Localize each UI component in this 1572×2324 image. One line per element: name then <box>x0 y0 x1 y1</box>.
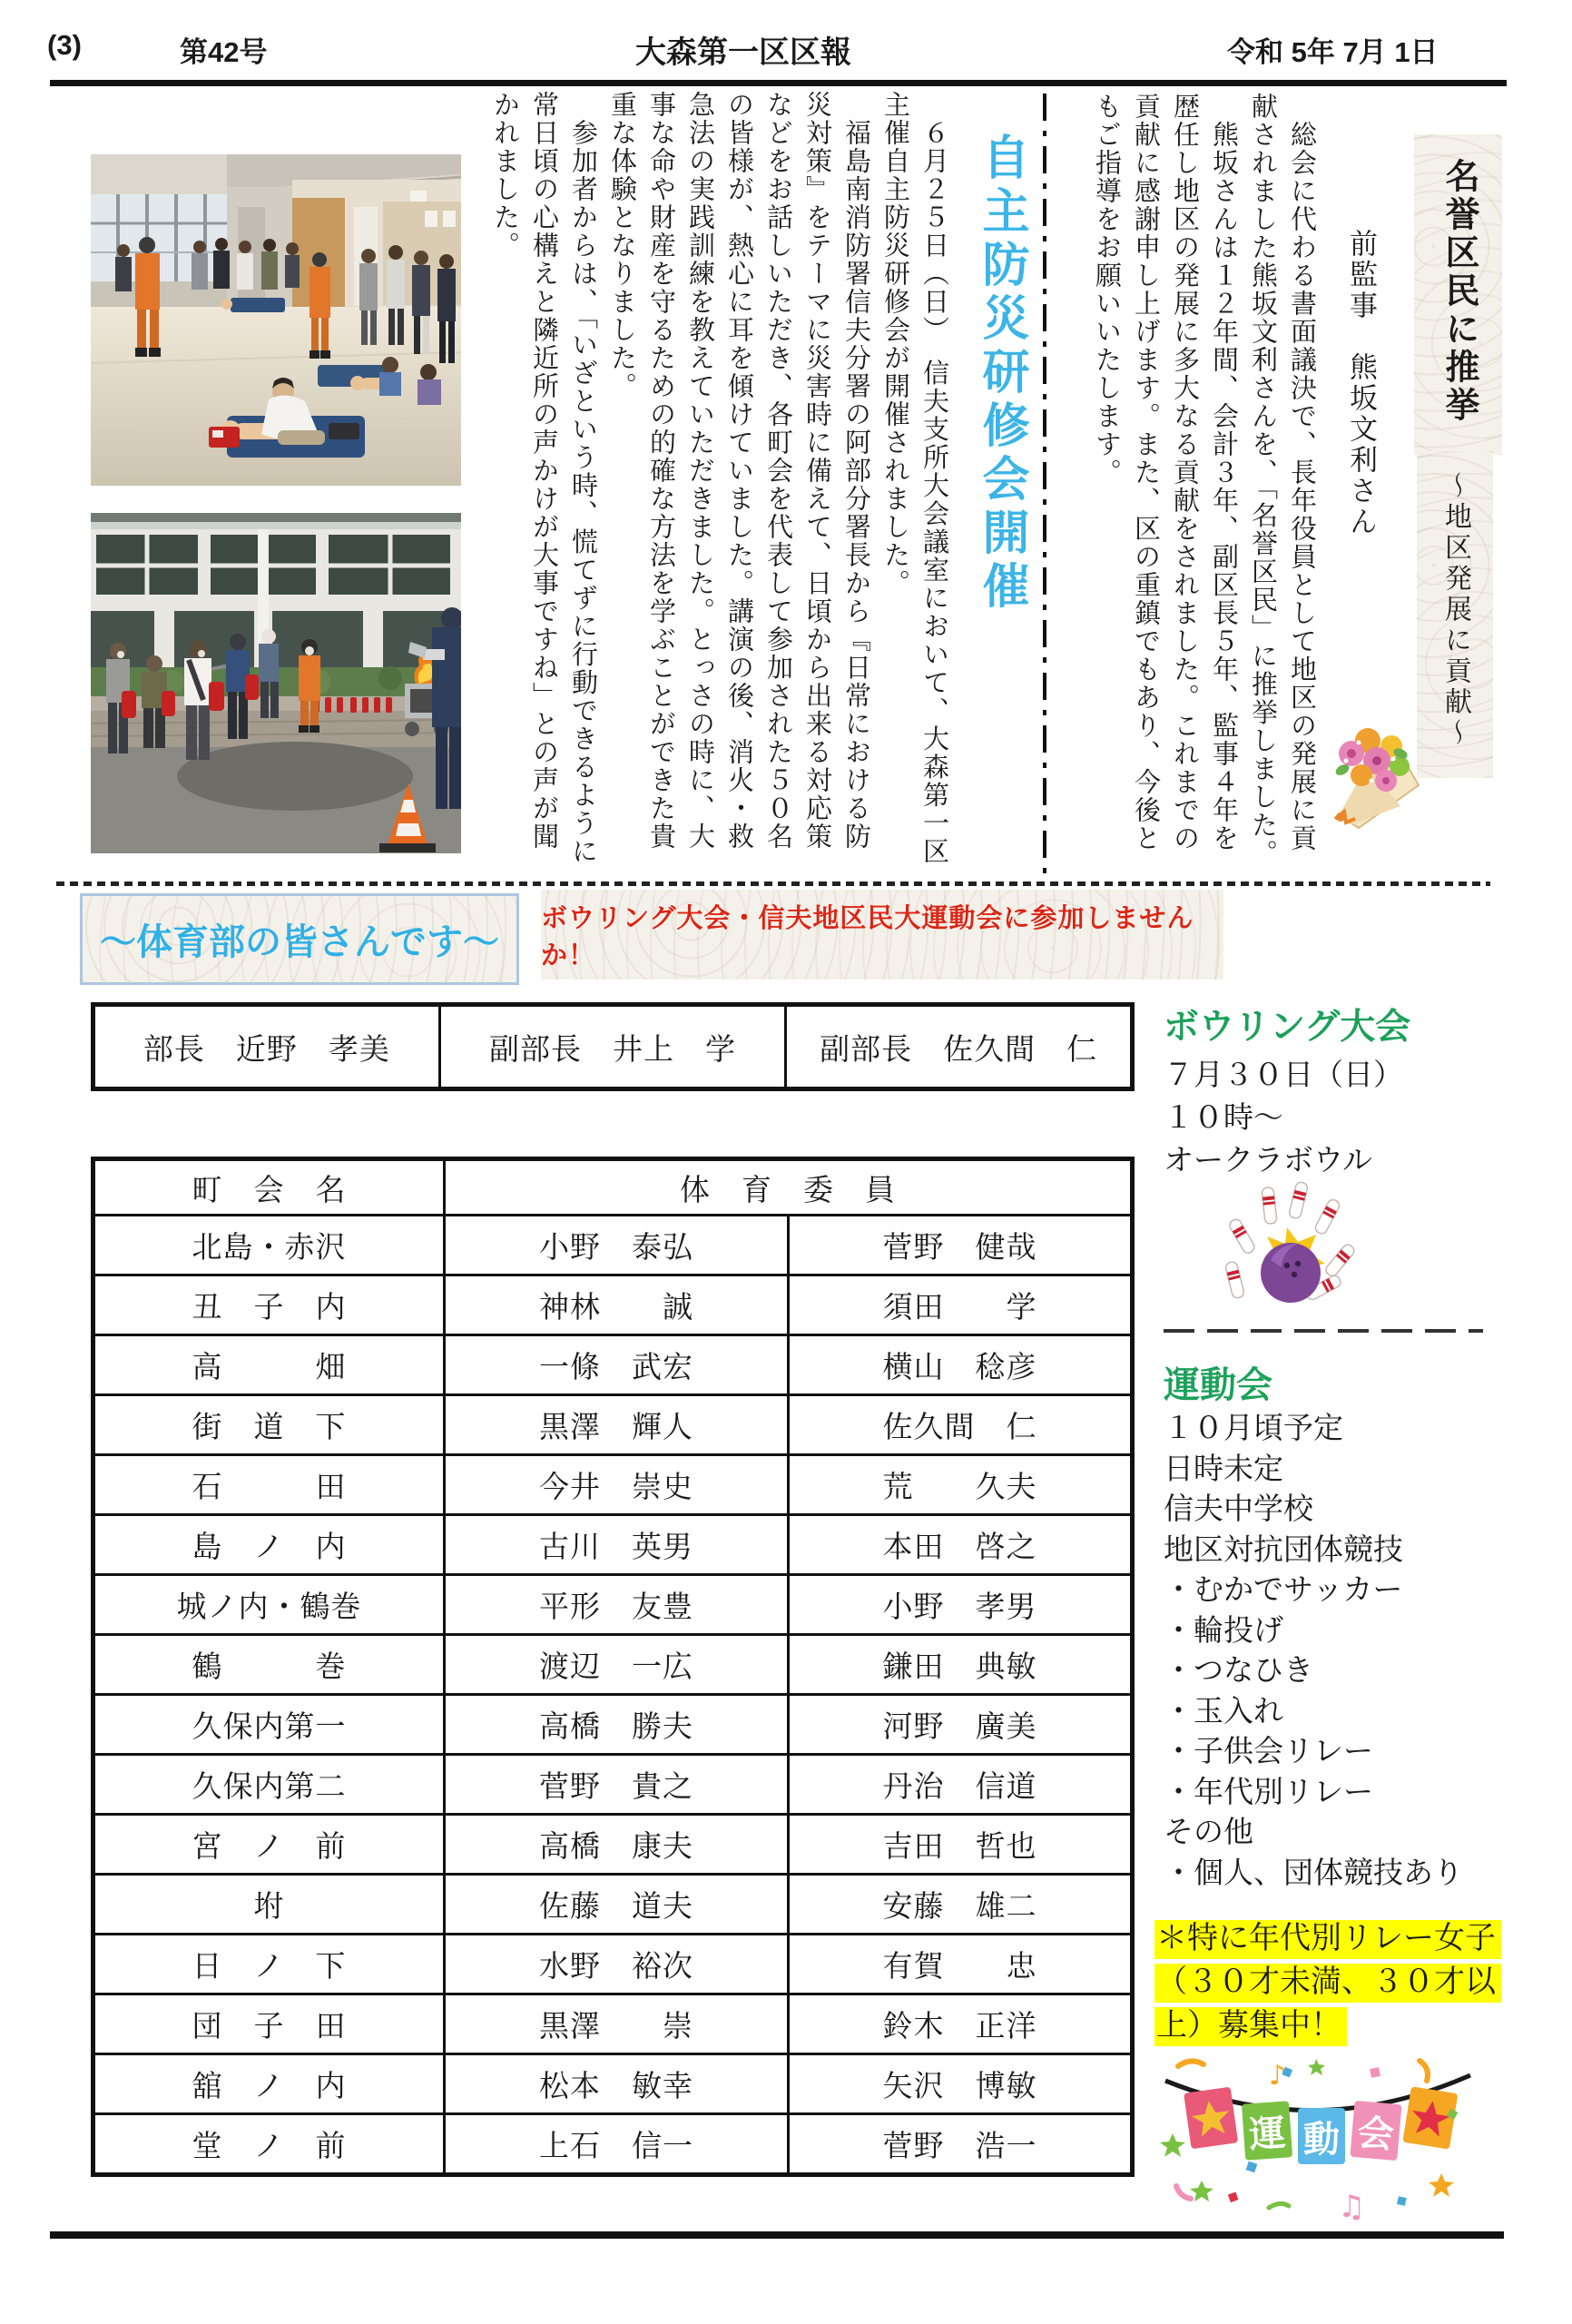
table-row <box>93 1005 1133 1089</box>
officer-cell: 副部長 井上 学 <box>439 1005 786 1089</box>
member-cell: 高橋 勝夫 <box>445 1695 789 1755</box>
member-cell: 菅野 貴之 <box>445 1755 789 1815</box>
bouquet-illustration <box>1312 699 1425 835</box>
photo-cpr-training <box>91 154 461 486</box>
member-cell: 渡辺 一広 <box>445 1635 789 1695</box>
article-honor-subtitle: ～地区発展に貢献～ <box>1417 451 1493 778</box>
schedule-line: ・玉入れ <box>1164 1695 1283 1728</box>
table-row <box>93 1875 1133 1935</box>
table-row <box>93 1935 1133 1994</box>
town-cell: 鶴 巻 <box>93 1635 445 1695</box>
table-row <box>93 1755 1133 1815</box>
bowling-illustration <box>1214 1180 1361 1316</box>
member-cell: 上石 信一 <box>445 2114 789 2175</box>
highlight-line: （３０才未満、３０才以 <box>1154 1964 1501 2003</box>
table-row <box>93 1335 1133 1395</box>
svg-text:♪: ♪ <box>1269 2060 1287 2092</box>
issue-date: 令和 5年 7月 1日 <box>1227 36 1439 68</box>
schedule-line: その他 <box>1164 1817 1253 1849</box>
cpr-training-illustration <box>91 154 461 486</box>
member-cell: 安藤 雄二 <box>789 1875 1133 1935</box>
member-cell: 今井 崇史 <box>445 1455 789 1515</box>
sports-day-schedule <box>1164 1409 1463 1894</box>
town-cell: 久保内第二 <box>93 1755 445 1815</box>
column-divider-dashed <box>1164 1329 1483 1333</box>
table-row <box>93 1695 1133 1755</box>
member-cell: 一條 武宏 <box>445 1335 789 1395</box>
article-bousai <box>479 91 1044 877</box>
schedule-line: ・輪投げ <box>1164 1614 1283 1648</box>
table-row <box>93 1275 1133 1335</box>
article-honor-paragraph: 総会に代わる書面議決で、長年役員として地区の発展に貢献されました熊坂文利さんを、「名誉区民」に推挙しました。 <box>1248 93 1316 868</box>
table-row <box>93 1815 1133 1875</box>
member-cell: 横山 稔彦 <box>789 1335 1133 1395</box>
member-cell: 松本 敏幸 <box>445 2054 789 2114</box>
schedule-line: ・子供会リレー <box>1164 1736 1373 1768</box>
town-cell: 団 子 田 <box>93 1994 445 2054</box>
town-cell: 石 田 <box>93 1455 445 1515</box>
bowling-heading: ボウリング大会 <box>1164 1008 1411 1047</box>
table-row <box>93 2114 1133 2175</box>
member-cell: 有賀 忠 <box>789 1935 1133 1994</box>
photo-fire-extinguisher-training <box>91 513 461 853</box>
table-row <box>93 1575 1133 1635</box>
member-cell: 本田 啓之 <box>789 1515 1133 1575</box>
town-cell: 街 道 下 <box>93 1395 445 1455</box>
article-honor-body <box>1056 93 1321 875</box>
footer-rule <box>50 2231 1504 2239</box>
flag-char: 運 <box>1247 2112 1287 2156</box>
member-cell: 平形 友豊 <box>445 1575 789 1635</box>
member-cell: 吉田 哲也 <box>789 1815 1133 1875</box>
sports-day-flags-illustration <box>1160 2053 1476 2228</box>
town-cell: 舘 ノ 内 <box>93 2054 445 2114</box>
member-cell: 小野 孝男 <box>789 1575 1133 1635</box>
town-cell: 高 畑 <box>93 1335 445 1395</box>
header-rule <box>50 80 1507 86</box>
schedule-line: ・むかでサッカー <box>1164 1574 1403 1607</box>
member-cell: 神林 誠 <box>445 1275 789 1335</box>
officers-table <box>91 1002 1135 1091</box>
sports-team-banner: ～体育部の皆さんです～ <box>80 893 519 985</box>
highlight-line: 上）募集中！ <box>1154 2007 1347 2046</box>
member-cell: 荒 久夫 <box>789 1455 1133 1515</box>
table-row <box>93 1635 1133 1695</box>
flag-char: 動 <box>1303 2120 1340 2160</box>
issue-number: 第42号 <box>180 36 268 68</box>
bowling-date: ７月３０日（日） <box>1164 1059 1403 1092</box>
schedule-line: 地区対抗団体競技 <box>1164 1533 1403 1567</box>
table-row <box>93 1455 1133 1515</box>
town-cell: 日 ノ 下 <box>93 1935 445 1994</box>
schedule-line: １０月頃予定 <box>1164 1413 1343 1445</box>
section-separator <box>56 881 1490 886</box>
member-cell: 佐久間 仁 <box>789 1395 1133 1455</box>
member-cell: 鈴木 正洋 <box>789 1994 1133 2054</box>
newsletter-title: 大森第一区区報 <box>635 35 851 70</box>
schedule-line: ・年代別リレー <box>1164 1776 1373 1809</box>
table-row <box>93 1216 1133 1275</box>
article-bousai-paragraph: 参加者からは、「いざという時、慌てずに行動できるように常日頃の心構えと隣近所の声かけが大事ですね」との声が聞かれました。 <box>490 91 597 866</box>
schedule-line: 信夫中学校 <box>1164 1493 1313 1526</box>
schedule-line: ・つなひき <box>1164 1655 1313 1688</box>
page-number: (3) <box>47 29 82 61</box>
town-cell: 丑 子 内 <box>93 1275 445 1335</box>
officer-cell: 副部長 佐久間 仁 <box>786 1005 1133 1089</box>
town-cell: 島 ノ 内 <box>93 1515 445 1575</box>
table-row <box>93 1395 1133 1455</box>
town-cell: 久保内第一 <box>93 1695 445 1755</box>
town-cell: 城ノ内・鶴巻 <box>93 1575 445 1635</box>
article-divider <box>1043 94 1046 874</box>
member-cell: 黒澤 崇 <box>445 1994 789 2054</box>
member-cell: 佐藤 道夫 <box>445 1875 789 1935</box>
svg-text:♫: ♫ <box>1338 2189 1366 2225</box>
schedule-line: 日時未定 <box>1164 1452 1283 1486</box>
article-honor-paragraph: 熊坂さんは１２年間、会計３年、副区長５年、監事４年を歴任し地区の発展に多大なる貢献をされました。これまでの貢献に感謝申し上げます。また、区の重鎮でもあり、今後ともご指導をお願いいたします。 <box>1092 93 1238 852</box>
bowling-venue: オークラボウル <box>1164 1145 1373 1177</box>
roster-table <box>91 1157 1135 2177</box>
town-cell: 宮 ノ 前 <box>93 1815 445 1875</box>
sports-day-heading: 運動会 <box>1164 1364 1272 1405</box>
member-cell: 高橋 康夫 <box>445 1815 789 1875</box>
member-cell: 丹治 信道 <box>789 1755 1133 1815</box>
member-cell: 矢沢 博敏 <box>789 2054 1133 2114</box>
member-cell: 河野 廣美 <box>789 1695 1133 1755</box>
participation-banner: ボウリング大会・信夫地区民大運動会に参加しませんか！ <box>541 890 1223 980</box>
table-row <box>93 2054 1133 2114</box>
member-cell: 鎌田 典敏 <box>789 1635 1133 1695</box>
town-cell: 堂 ノ 前 <box>93 2114 445 2175</box>
member-cell: 小野 泰弘 <box>445 1216 789 1275</box>
article-honor-title: 名誉区民に推挙 <box>1414 134 1502 455</box>
member-cell: 菅野 浩一 <box>789 2114 1133 2175</box>
member-cell: 黒澤 輝人 <box>445 1395 789 1455</box>
town-cell: 北島・赤沢 <box>93 1216 445 1275</box>
table-header-row <box>93 1159 1133 1216</box>
column-header-town: 町 会 名 <box>93 1159 445 1216</box>
member-cell: 須田 学 <box>789 1275 1133 1335</box>
article-bousai-paragraph: 福島南消防署信夫分署の阿部分署長から『日常における防災対策』をテーマに災害時に備えて、日頃から出来る対応策などをお話しいただき、各町会を代表して参加された５０名の皆様が、熱心に耳を傾けていました。講演の後、消火・救急法の実践訓練を教えていただきました。とっさの時に、大事な命や財産を守るための的確な方法を学ぶことができた貴重な体験となりました。 <box>607 91 870 851</box>
highlight-line: ＊特に年代別リレー女子 <box>1154 1920 1501 1959</box>
table-row <box>93 1994 1133 2054</box>
recruitment-highlight <box>1154 1917 1536 2048</box>
column-header-committee: 体 育 委 員 <box>445 1159 1133 1216</box>
flag-char: 会 <box>1355 2112 1396 2156</box>
bowling-time: １０時～ <box>1164 1102 1283 1135</box>
town-cell: 坿 <box>93 1875 445 1935</box>
member-cell: 水野 裕次 <box>445 1935 789 1994</box>
fire-extinguisher-illustration <box>91 513 461 853</box>
schedule-line: ・個人、団体競技あり <box>1164 1856 1463 1890</box>
member-cell: 古川 英男 <box>445 1515 789 1575</box>
member-cell: 菅野 健哉 <box>789 1216 1133 1275</box>
officer-cell: 部長 近野 孝美 <box>93 1005 440 1089</box>
table-row <box>93 1515 1133 1575</box>
article-honor-name: 前監事 熊坂文利さん <box>1345 229 1377 537</box>
article-bousai-paragraph: ６月２５日（日） 信夫支所大会議室において、大森第一区主催自主防災研修会が開催されました。 <box>880 91 948 866</box>
article-bousai-title: 自主防災研修会開催 <box>975 133 1027 615</box>
